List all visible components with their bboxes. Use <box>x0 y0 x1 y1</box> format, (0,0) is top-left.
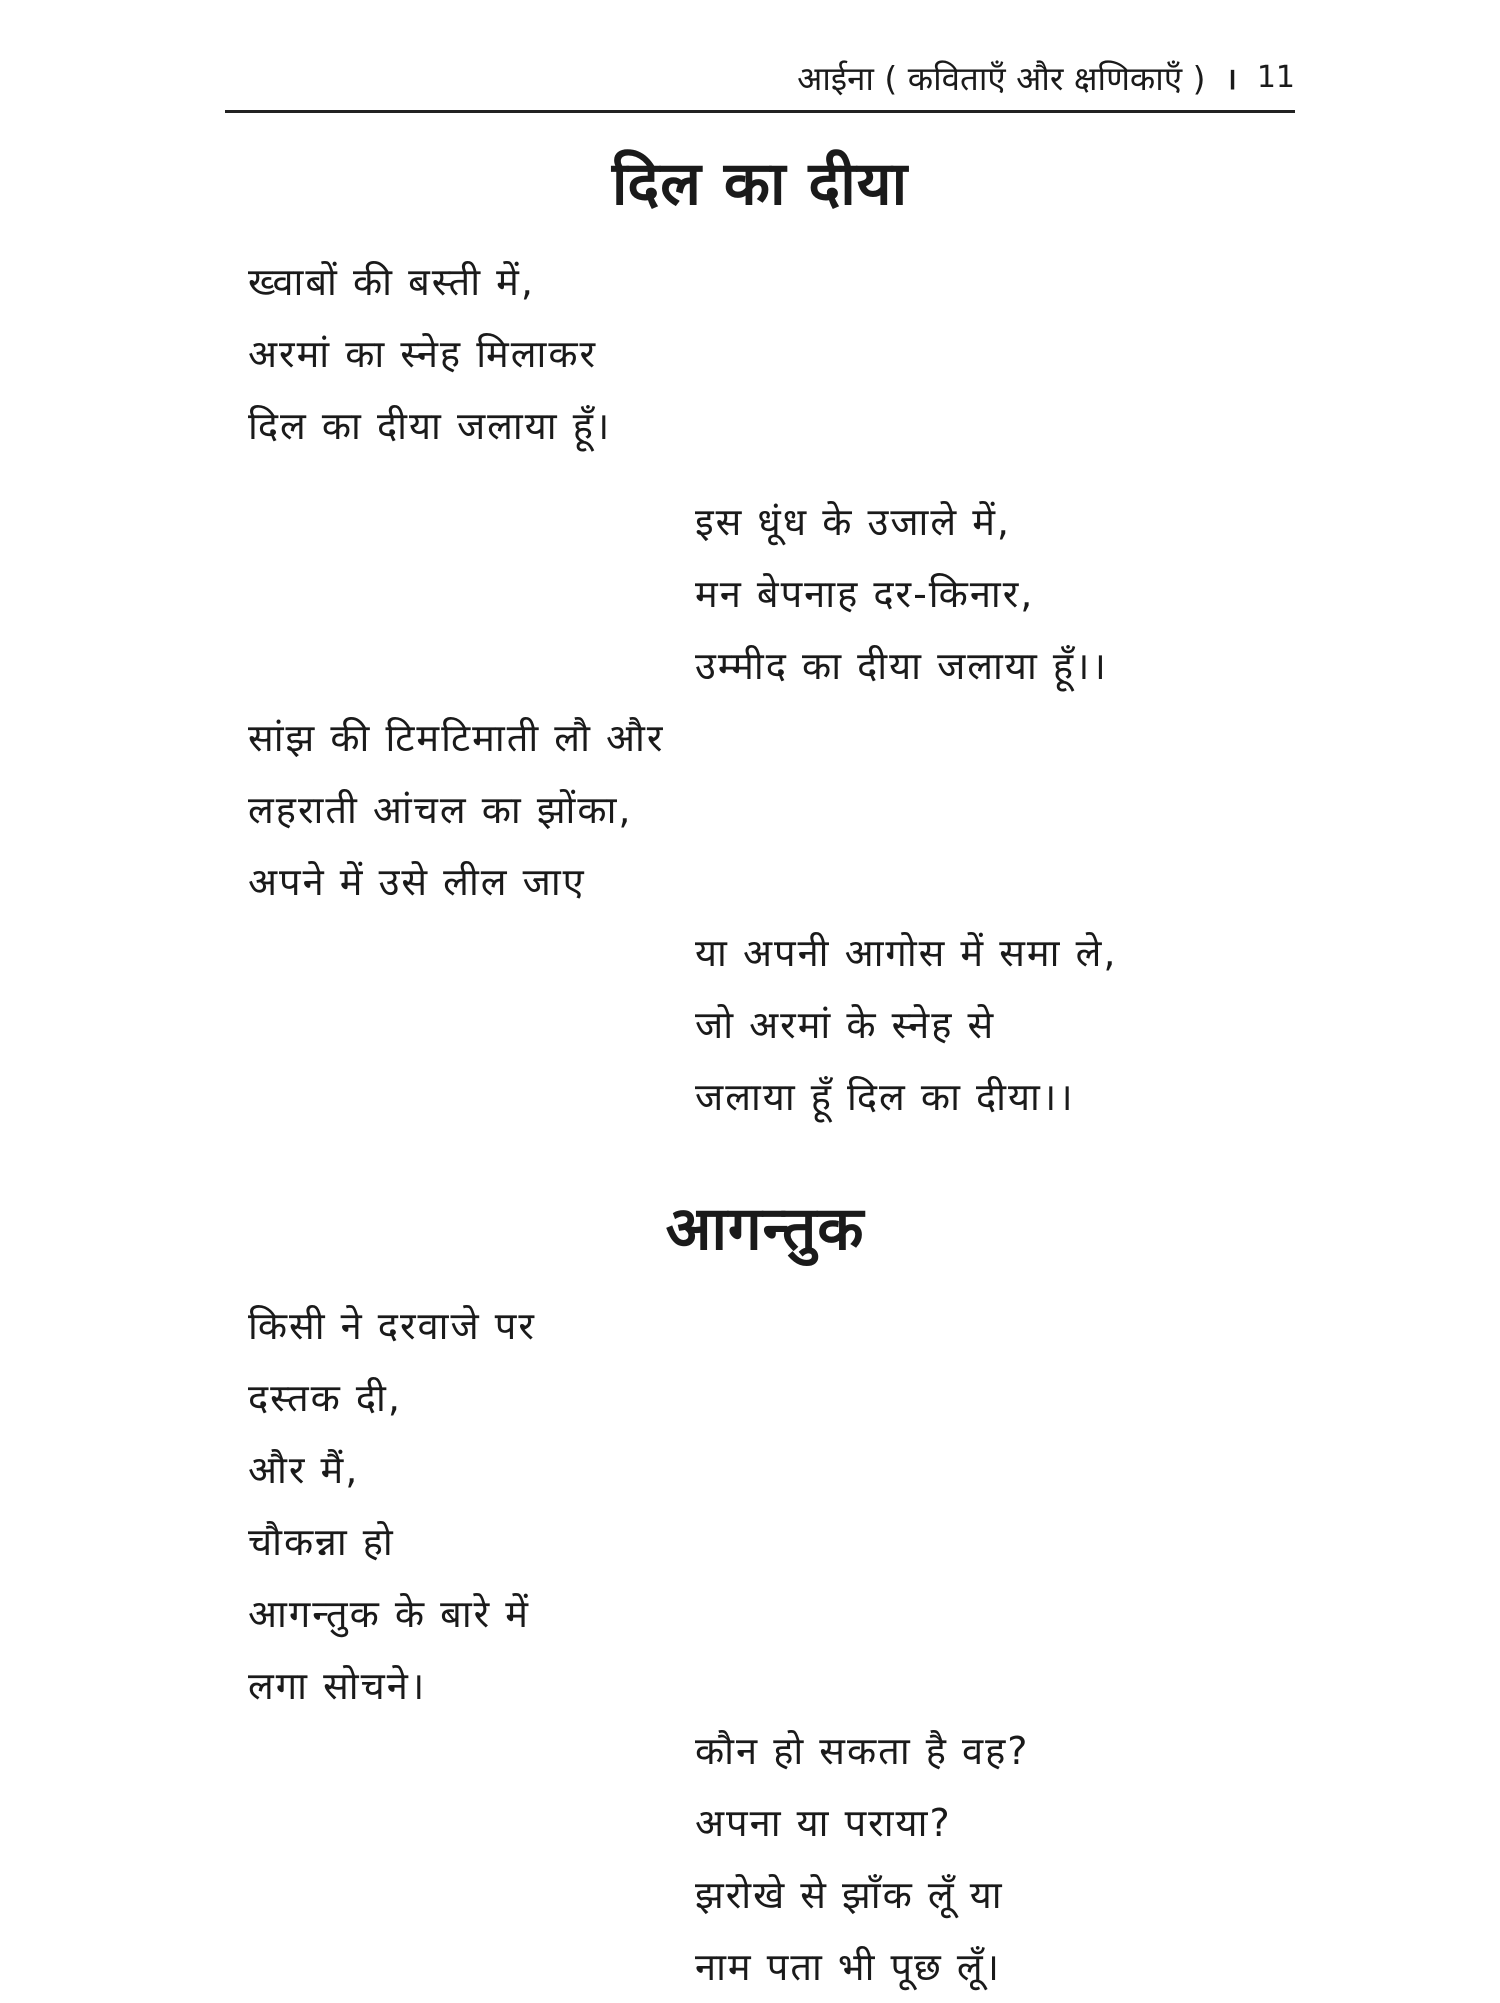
stanza <box>695 1715 1029 2003</box>
stanza <box>248 702 664 918</box>
stanza <box>695 486 1108 702</box>
verse-line: लहराती आंचल का झोंका, <box>248 788 633 832</box>
verse-line: सांझ की टिमटिमाती लौ और <box>248 716 665 760</box>
verse-line: अपने में उसे लील जाए <box>248 860 586 904</box>
verse-line: मन बेपनाह दर-किनार, <box>695 572 1035 616</box>
verse-line: या अपनी आगोस में समा ले, <box>695 931 1118 975</box>
verse-line: किसी ने दरवाजे पर <box>248 1304 536 1348</box>
stanza <box>695 917 1117 1133</box>
verse-line: अरमां का स्नेह मिलाकर <box>248 332 598 376</box>
verse-line: दस्तक दी, <box>248 1376 402 1420</box>
poem-title: आगन्तुक <box>665 1194 865 1264</box>
verse-line: लगा सोचने। <box>248 1664 427 1708</box>
verse-line: जलाया हूँ दिल का दीया।। <box>695 1075 1075 1119</box>
verse-line: दिल का दीया जलाया हूँ। <box>248 404 612 448</box>
verse-line: झरोखे से झाँक लूँ या <box>695 1873 1004 1917</box>
verse-line: जो अरमां के स्नेह से <box>695 1003 996 1047</box>
header-separator: । <box>1225 61 1237 97</box>
header-rule <box>225 110 1295 113</box>
verse-line: इस धूंध के उजाले में, <box>695 500 1012 544</box>
verse-line: अपना या पराया? <box>695 1801 952 1845</box>
verse-line: चौकन्ना हो <box>248 1520 395 1564</box>
verse-line: कौन हो सकता है वह? <box>695 1729 1030 1773</box>
running-header <box>225 52 1295 102</box>
poem-title: दिल का दीया <box>611 149 909 219</box>
verse-line: और मैं, <box>248 1448 360 1492</box>
page-number: 11 <box>1256 59 1295 95</box>
book-title: आईना ( कविताएँ और क्षणिकाएँ ) <box>797 58 1206 98</box>
verse-line: नाम पता भी पूछ लूँ। <box>695 1945 1002 1989</box>
verse-line: ख्वाबों की बस्ती में, <box>248 260 535 304</box>
verse-line: आगन्तुक के बारे में <box>248 1592 531 1636</box>
stanza <box>248 246 611 462</box>
verse-line: उम्मीद का दीया जलाया हूँ।। <box>695 644 1108 688</box>
stanza <box>248 1290 536 1722</box>
